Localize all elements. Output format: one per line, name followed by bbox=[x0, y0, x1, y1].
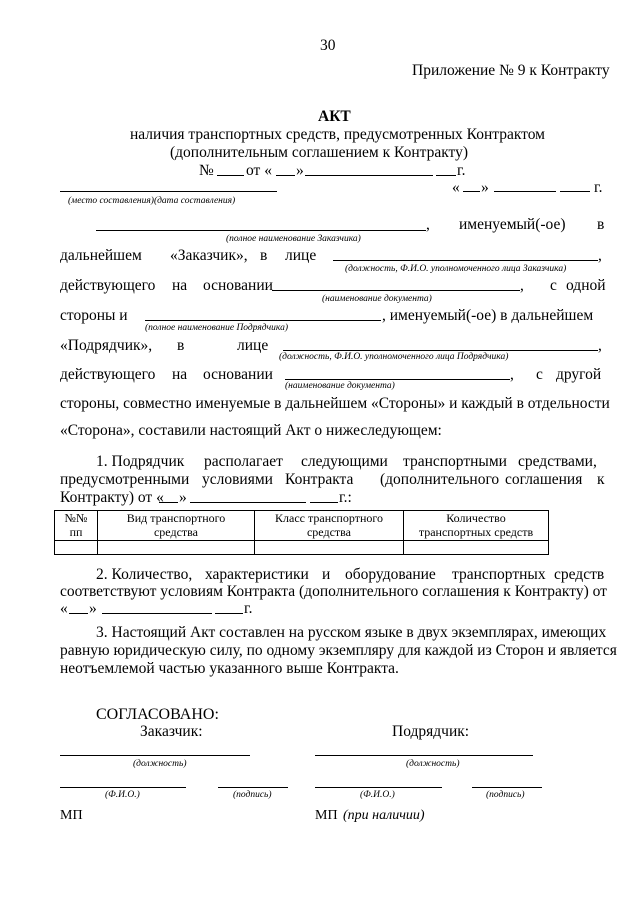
p3-line-3: неотъемлемой частью указанного выше Контракта. bbox=[60, 660, 399, 677]
place-quote-open: « bbox=[452, 179, 460, 196]
document-subtitle: наличия транспортных средств, предусмотренных Контрактом bbox=[130, 126, 545, 143]
document-title: АКТ bbox=[318, 108, 351, 125]
word-s-2: с bbox=[536, 366, 543, 383]
customer-label: «Заказчик», bbox=[170, 247, 248, 264]
p1-word: транспортными bbox=[403, 453, 507, 470]
p1-date-prefix: Контракту) от « bbox=[60, 489, 164, 506]
table-cell[interactable] bbox=[98, 541, 255, 555]
word-face: лице bbox=[285, 247, 317, 264]
header-line: средства bbox=[153, 524, 198, 539]
contractor-label: «Подрядчик», bbox=[60, 337, 153, 354]
customer-fio-hint: (Ф.И.О.) bbox=[105, 790, 140, 800]
word-s: с bbox=[550, 277, 557, 294]
p1-word: условиями bbox=[202, 471, 273, 488]
place-blank[interactable] bbox=[60, 191, 277, 192]
table-header-cell bbox=[255, 511, 404, 541]
agreed-heading: СОГЛАСОВАНО: bbox=[96, 706, 219, 723]
customer-fio-blank[interactable] bbox=[60, 787, 186, 788]
p1-word: следующими bbox=[301, 453, 388, 470]
p1-word: соглашения bbox=[505, 471, 583, 488]
word-other: другой bbox=[556, 366, 602, 383]
word-basis: основании bbox=[203, 277, 273, 294]
header-line: Количество bbox=[446, 510, 506, 525]
customer-name-blank[interactable] bbox=[96, 230, 426, 231]
comma: , bbox=[426, 216, 430, 233]
side-line: «Сторона», составили настоящий Акт о нижеследующем: bbox=[60, 422, 442, 439]
place-year: г. bbox=[594, 179, 603, 196]
p3-line-1: 3. Настоящий Акт составлен на русском языке в двух экземплярах, имеющих bbox=[96, 624, 607, 641]
number-prefix: № bbox=[199, 162, 214, 179]
contractor-name-hint: (полное наименование Подрядчика) bbox=[145, 323, 288, 333]
customer-signature-hint: (подпись) bbox=[233, 790, 272, 800]
date-month-blank[interactable] bbox=[494, 191, 556, 192]
page-number: 30 bbox=[320, 37, 336, 54]
p2-word: характеристики bbox=[205, 566, 309, 583]
p1-word: к bbox=[597, 471, 605, 488]
p2-quote-open: « bbox=[60, 600, 68, 617]
number-year-blank[interactable] bbox=[436, 175, 456, 176]
customer-stamp: МП bbox=[60, 808, 83, 823]
p2-word: 2. Количество, bbox=[96, 566, 193, 583]
contractor-person-hint: (должность, Ф.И.О. уполномоченного лица Подрядчика) bbox=[279, 352, 509, 362]
p1-year: г.: bbox=[339, 489, 352, 506]
customer-person-hint: (должность, Ф.И.О. уполномоченного лица Заказчика) bbox=[345, 264, 567, 274]
customer-signature-blank[interactable] bbox=[218, 787, 288, 788]
p2-word: средств bbox=[554, 566, 605, 583]
customer-label: Заказчик: bbox=[140, 723, 203, 740]
p2-word: оборудование bbox=[345, 566, 436, 583]
p1-year-blank[interactable] bbox=[310, 502, 338, 503]
contractor-stamp: МП bbox=[315, 808, 338, 823]
appendix-label: Приложение № 9 к Контракту bbox=[412, 62, 610, 79]
contractor-fio-blank[interactable] bbox=[315, 787, 442, 788]
document-2-blank[interactable] bbox=[285, 379, 510, 380]
p2-word: транспортных bbox=[452, 566, 546, 583]
p1-quote-close: » bbox=[179, 489, 187, 506]
word-one: одной bbox=[566, 277, 606, 294]
p1-word: располагает bbox=[204, 453, 283, 470]
table-header-row bbox=[55, 511, 549, 541]
p1-word: средствами, bbox=[518, 453, 597, 470]
contractor-person-blank[interactable] bbox=[283, 350, 598, 351]
contractor-position-hint: (должность) bbox=[406, 759, 460, 769]
header-line: Класс транспортного bbox=[275, 510, 383, 525]
named-label-2: , именуемый(-ое) в дальнейшем bbox=[382, 307, 594, 324]
contractor-fio-hint: (Ф.И.О.) bbox=[360, 790, 395, 800]
p3-line-2: равную юридическую силу, по одному экземпляру для каждой из Сторон и является bbox=[60, 642, 617, 659]
document-2-hint: (наименование документа) bbox=[285, 381, 395, 391]
header-line: Вид транспортного bbox=[126, 510, 226, 525]
word-v-2: в bbox=[177, 337, 185, 354]
date-year-blank[interactable] bbox=[560, 191, 590, 192]
number-day-blank[interactable] bbox=[276, 175, 295, 176]
table-row bbox=[55, 541, 549, 555]
customer-position-hint: (должность) bbox=[133, 759, 187, 769]
word-face-2: лице bbox=[237, 337, 269, 354]
contractor-label: Подрядчик: bbox=[392, 723, 470, 740]
p1-word: (дополнительного bbox=[380, 471, 500, 488]
word-on-2: на bbox=[172, 366, 188, 383]
contractor-signature-hint: (подпись) bbox=[486, 790, 525, 800]
table-cell[interactable] bbox=[55, 541, 98, 555]
sides-line: стороны, совместно именуемые в дальнейшем «Стороны» и каждый в отдельности bbox=[60, 395, 610, 412]
p2-year-blank[interactable] bbox=[215, 613, 243, 614]
comma: , bbox=[598, 247, 602, 264]
table-header-cell bbox=[404, 511, 549, 541]
p1-word: 1. Подрядчик bbox=[96, 453, 185, 470]
header-line: №№ bbox=[64, 510, 88, 525]
date-day-blank[interactable] bbox=[463, 191, 480, 192]
word-on: на bbox=[172, 277, 188, 294]
header-line: пп bbox=[69, 524, 83, 539]
number-quote-close: » bbox=[296, 162, 304, 179]
p1-month-blank[interactable] bbox=[190, 502, 306, 503]
p1-word: предусмотренными bbox=[60, 471, 190, 488]
comma: , bbox=[510, 366, 514, 383]
word-acting: действующего bbox=[60, 277, 156, 294]
table-cell[interactable] bbox=[255, 541, 404, 555]
word-side-and: стороны и bbox=[60, 307, 128, 324]
number-month-blank[interactable] bbox=[305, 175, 433, 176]
p2-word: и bbox=[322, 566, 331, 583]
place-hint: (место составления)(дата составления) bbox=[68, 196, 236, 206]
p2-quote-close: » bbox=[89, 600, 97, 617]
customer-name-hint: (полное наименование Заказчика) bbox=[226, 234, 361, 244]
stamp-if-any: (при наличии) bbox=[343, 808, 425, 823]
word-acting-2: действующего bbox=[60, 366, 156, 383]
word-basis-2: основании bbox=[203, 366, 273, 383]
p2-year: г. bbox=[244, 600, 253, 617]
customer-person-blank[interactable] bbox=[333, 260, 598, 261]
header-line: средства bbox=[306, 524, 351, 539]
document-1-blank[interactable] bbox=[272, 290, 520, 291]
header-line: транспортных средств bbox=[418, 524, 534, 539]
comma: , bbox=[598, 337, 602, 354]
contractor-position-blank[interactable] bbox=[315, 755, 533, 756]
named-label: именуемый(-ое) bbox=[459, 216, 566, 233]
p2-month-blank[interactable] bbox=[102, 613, 212, 614]
p2-day-blank[interactable] bbox=[69, 613, 88, 614]
document-subtitle-2: (дополнительным соглашением к Контракту) bbox=[170, 144, 469, 161]
p1-day-blank[interactable] bbox=[159, 502, 178, 503]
table-header-cell bbox=[98, 511, 255, 541]
place-quote-close: » bbox=[481, 179, 489, 196]
vehicles-table bbox=[54, 510, 549, 555]
contractor-signature-blank[interactable] bbox=[472, 787, 542, 788]
number-year: г. bbox=[457, 162, 466, 179]
word-further: дальнейшем bbox=[60, 247, 142, 264]
word-v: в bbox=[260, 247, 268, 264]
contractor-name-blank[interactable] bbox=[145, 320, 381, 321]
p1-word: Контракта bbox=[285, 471, 354, 488]
table-cell[interactable] bbox=[404, 541, 549, 555]
word-v: в bbox=[597, 216, 605, 233]
document-1-hint: (наименование документа) bbox=[322, 294, 432, 304]
number-from: от « bbox=[246, 162, 272, 179]
p2-line-2: соответствуют условиям Контракта (дополнительного соглашения к Контракту) от bbox=[60, 583, 607, 600]
comma: , bbox=[520, 277, 524, 294]
table-header-cell bbox=[55, 511, 98, 541]
customer-position-blank[interactable] bbox=[60, 755, 250, 756]
number-blank[interactable] bbox=[217, 175, 244, 176]
